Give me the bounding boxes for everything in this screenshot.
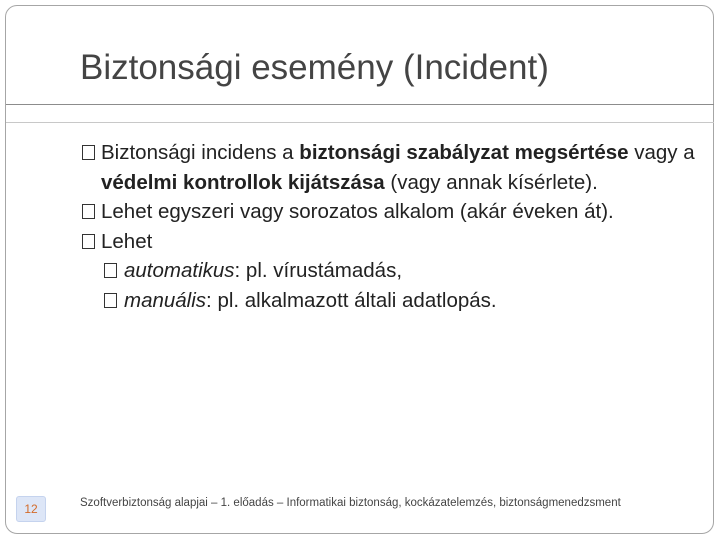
- title-divider-light: [6, 122, 714, 123]
- sub-bullet-text: : pl. alkalmazott általi adatlopás.: [206, 288, 497, 312]
- slide-body: [82, 138, 697, 315]
- slide-title: Biztonsági esemény (Incident): [80, 48, 549, 87]
- page-number-badge: [16, 496, 46, 522]
- checkbox-bullet-icon: [82, 145, 95, 160]
- sub-bullet-automatic: [82, 256, 697, 286]
- bullet-text: (vagy annak kísérlete).: [384, 170, 598, 194]
- bullet-text: vagy a: [628, 141, 695, 164]
- page-number: 12: [24, 502, 38, 516]
- slide-footer: Szoftverbiztonság alapjai – 1. előadás – Informatikai biztonság, kockázatelemzés, biztonságmenedzsment: [80, 497, 621, 509]
- checkbox-bullet-icon: [82, 204, 95, 219]
- checkbox-bullet-icon: [104, 263, 117, 278]
- bullet-incident-definition: [82, 138, 697, 197]
- bullet-occurrence: [82, 197, 697, 227]
- bullet-text: Lehet egyszeri vagy sorozatos alkalom (akár éveken át).: [101, 200, 614, 223]
- sub-bullet-term: automatikus: [124, 259, 235, 282]
- bullet-text: Lehet: [101, 229, 153, 253]
- sub-bullet-text: : pl. vírustámadás,: [234, 259, 403, 282]
- checkbox-bullet-icon: [104, 293, 117, 308]
- bullet-bold-term: védelmi kontrollok kijátszása: [101, 170, 385, 194]
- bullet-types: [82, 227, 697, 257]
- bullet-bold-term: biztonsági szabályzat megsértése: [299, 141, 629, 164]
- title-divider: [6, 104, 714, 105]
- sub-bullet-term: manuális: [124, 288, 207, 312]
- checkbox-bullet-icon: [82, 234, 95, 249]
- bullet-text: Biztonsági incidens a: [101, 141, 300, 164]
- sub-bullet-manual: [82, 286, 697, 316]
